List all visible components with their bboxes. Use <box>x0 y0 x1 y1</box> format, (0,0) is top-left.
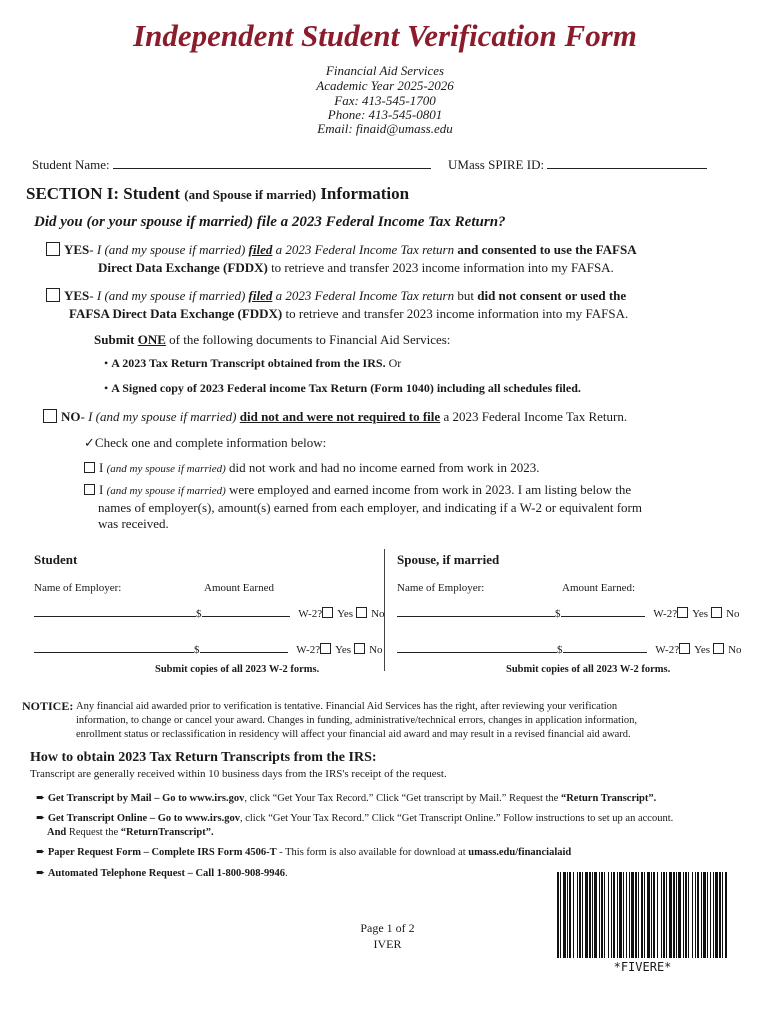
method-paper <box>36 845 571 858</box>
header-email: Email: finaid@umass.edu <box>317 121 453 136</box>
option-no <box>43 409 627 425</box>
opt1-line2-rest: to retrieve and transfer 2023 income information into my FAFSA. <box>267 260 614 275</box>
worked-checkbox[interactable] <box>84 484 95 495</box>
spouse-employer-label: Name of Employer: <box>397 582 485 594</box>
student-row-2 <box>34 642 383 656</box>
barcode-bar <box>641 872 643 958</box>
barcode-bar <box>701 872 702 958</box>
notice-text <box>76 700 637 742</box>
barcode-bar <box>629 872 630 958</box>
opt3-bold: did not and were not required to file <box>239 409 441 424</box>
barcode-bar <box>626 872 627 958</box>
notice-line-2: information, to change or cancel your award. Changes in funding, administrative/technical errors, changes in application information, <box>76 715 637 726</box>
student-employer-label: Name of Employer: <box>34 582 122 594</box>
worked-line3: was received. <box>98 516 169 531</box>
student-name-row <box>32 156 431 173</box>
student-w2-no-1[interactable] <box>356 607 367 618</box>
barcode-bar <box>719 872 721 958</box>
no-label: No <box>369 644 383 656</box>
opt2-italic-a: I (and my spouse if married) <box>96 288 249 303</box>
barcode-bar <box>599 872 600 958</box>
opt2-dash: - <box>89 288 97 303</box>
spire-row <box>448 156 707 173</box>
barcode-bar <box>657 872 658 958</box>
barcode-bar <box>683 872 684 958</box>
m1-bold[interactable]: Get Transcript by Mail – Go to www.irs.gov <box>47 793 245 804</box>
spire-label: UMass SPIRE ID: <box>448 157 545 172</box>
opt2-line2-rest: to retrieve and transfer 2023 income information into my FAFSA. <box>282 306 629 321</box>
student-employer-field-1[interactable] <box>34 606 196 617</box>
barcode-bar <box>638 872 639 958</box>
yes-consented-checkbox[interactable] <box>46 242 60 256</box>
bullet1-or: Or <box>385 356 402 370</box>
barcode-bar <box>577 872 578 958</box>
student-employer-field-2[interactable] <box>34 642 194 653</box>
barcode-bar <box>619 872 622 958</box>
opt3-rest: a 2023 Federal Income Tax Return. <box>440 409 628 424</box>
student-w2-no-2[interactable] <box>354 643 365 654</box>
opt1-filed: filed <box>248 242 273 257</box>
m2-rest: , click “Get Your Tax Record.” Click “Get Transcript Online.” Follow instructions to set up an account. <box>239 813 674 824</box>
bullet2-text: A Signed copy of 2023 Federal income Tax Return (Form 1040) including all schedules filed. <box>111 381 581 395</box>
arrow-right-icon: ➨ <box>36 867 46 879</box>
spouse-employer-field-1[interactable] <box>397 606 555 617</box>
no-label: No <box>728 644 742 656</box>
dollar-sign: $ <box>555 608 561 620</box>
yes-label: Yes <box>337 608 354 620</box>
barcode-bar <box>557 872 559 958</box>
submit-a: Submit <box>94 332 138 347</box>
bullet1-text: A 2023 Tax Return Transcript obtained from the IRS. <box>111 356 386 370</box>
no-label: No <box>371 608 385 620</box>
form-title: Independent Student Verification Form <box>133 18 637 53</box>
opt1-yes: YES <box>64 242 90 257</box>
barcode-bar <box>644 872 645 958</box>
how-title: How to obtain 2023 Tax Return Transcripts from the IRS: <box>30 750 377 765</box>
barcode-bar <box>604 872 605 958</box>
student-w2-yes-1[interactable] <box>322 607 333 618</box>
barcode-text: *FIVERE* <box>613 960 672 974</box>
header-phone: Phone: 413-545-0801 <box>327 107 443 122</box>
student-w2-yes-2[interactable] <box>320 643 331 654</box>
worked-line2: names of employer(s), amount(s) earned from each employer, and indicating if a W-2 or equivalent form <box>98 499 642 515</box>
spouse-employer-field-2[interactable] <box>397 642 557 653</box>
barcode-bar <box>601 872 603 958</box>
opt1-line2-bold: Direct Data Exchange (FDDX) <box>98 260 268 275</box>
tax-question: Did you (or your spouse if married) file a 2023 Federal Income Tax Return? <box>34 214 506 230</box>
barcode-bar <box>661 872 662 958</box>
barcode-bar <box>647 872 650 958</box>
barcode-bar <box>563 872 566 958</box>
barcode-bar <box>631 872 634 958</box>
student-submit-w2: Submit copies of all 2023 W-2 forms. <box>155 664 320 675</box>
barcode-bar <box>567 872 568 958</box>
spouse-w2-no-1[interactable] <box>711 607 722 618</box>
dollar-sign: $ <box>194 644 200 656</box>
worked-b: were employed and earned income from work in 2023. I am listing below the <box>225 482 632 497</box>
page-number: Page 1 of 2 <box>360 921 415 935</box>
spouse-w2-yes-1[interactable] <box>677 607 688 618</box>
m2-return: “ReturnTranscript”. <box>120 827 214 838</box>
dollar-sign: $ <box>557 644 563 656</box>
barcode-bar <box>722 872 723 958</box>
method-mail <box>36 791 656 804</box>
submit-b: of the following documents to Financial Aid Services: <box>165 332 451 347</box>
notice-line-1: Any financial aid awarded prior to verification is tentative. Financial Aid Services has the right, after reviewing your verification <box>76 701 618 712</box>
barcode-bar <box>608 872 609 958</box>
barcode-bar <box>666 872 667 958</box>
w2-label: W-2? <box>653 608 678 620</box>
student-name-field[interactable] <box>113 156 431 169</box>
notice-line-3: enrollment status or reclassification in residency will affect your financial aid award and may result in a revised financial aid award. <box>76 729 631 740</box>
barcode-bar <box>579 872 581 958</box>
student-amount-field-2[interactable] <box>200 642 288 653</box>
barcode-bar <box>653 872 655 958</box>
barcode-bar <box>617 872 618 958</box>
spouse-heading: Spouse, if married <box>397 552 500 567</box>
yes-not-consented-checkbox[interactable] <box>46 288 60 302</box>
barcode-bar <box>592 872 593 958</box>
opt2-but: but <box>454 288 478 303</box>
worked-i: (and my spouse if married) <box>106 485 226 497</box>
student-name-label: Student Name: <box>32 157 110 172</box>
section1-heading <box>26 184 409 204</box>
arrow-right-icon: ➨ <box>36 792 46 804</box>
barcode-bar <box>692 872 693 958</box>
barcode-bar <box>651 872 652 958</box>
opt1-italic-a: I (and my spouse if married) <box>96 242 249 257</box>
opt2-bold: did not consent or used the <box>477 288 627 303</box>
barcode-bar <box>594 872 597 958</box>
barcode-bar <box>635 872 637 958</box>
barcode-bar <box>573 872 574 958</box>
barcode-bar <box>725 872 727 958</box>
section1-title: SECTION I: Student <box>26 184 185 203</box>
barcode-bar <box>585 872 588 958</box>
form-code: IVER <box>373 937 402 951</box>
barcode-bar <box>569 872 571 958</box>
barcode <box>555 872 730 958</box>
barcode-bar <box>710 872 711 958</box>
barcode-bar <box>560 872 561 958</box>
m4-bold: Automated Telephone Request – Call 1-800-908-9946 <box>47 868 285 879</box>
barcode-bar <box>676 872 677 958</box>
barcode-bar <box>613 872 615 958</box>
m3-bold: Paper Request Form – Complete IRS Form 4506-T <box>47 847 277 858</box>
m3-rest: - This form is also available for download at <box>276 847 469 858</box>
submit-one: ONE <box>137 332 166 347</box>
spouse-row-1 <box>397 606 740 620</box>
opt2-italic-b: a 2023 Federal Income Tax return <box>272 288 455 303</box>
no-work-checkbox[interactable] <box>84 462 95 473</box>
how-sub: Transcript are generally received within 10 business days from the IRS's receipt of the request. <box>30 768 447 780</box>
m2-request: Request the <box>66 827 121 838</box>
barcode-bar <box>582 872 583 958</box>
barcode-bar <box>589 872 591 958</box>
student-heading: Student <box>34 552 78 567</box>
spire-id-field[interactable] <box>547 156 707 169</box>
section1-title-end: Information <box>316 184 410 203</box>
m1-rest: , click “Get Your Tax Record.” Click “Get transcript by Mail.” Request the <box>244 793 561 804</box>
submit-bullet-1: • A 2023 Tax Return Transcript obtained from the IRS. Or <box>104 356 402 370</box>
barcode-bar <box>663 872 665 958</box>
barcode-bar <box>715 872 718 958</box>
student-row-1 <box>34 606 385 620</box>
no-work-a: I <box>99 460 107 475</box>
opt2-yes: YES <box>64 288 90 303</box>
opt3-italic: I (and my spouse if married) <box>88 409 240 424</box>
arrow-right-icon: ➨ <box>36 846 46 858</box>
check-one-line: ✓Check one and complete information below: <box>84 435 327 450</box>
spouse-amount-field-2[interactable] <box>563 642 647 653</box>
opt2-filed: filed <box>248 288 273 303</box>
opt1-italic-b: a 2023 Federal Income Tax return <box>272 242 455 257</box>
no-label: No <box>726 608 740 620</box>
m4-end: . <box>284 868 288 879</box>
no-checkbox[interactable] <box>43 409 57 423</box>
opt3-no: NO <box>61 409 81 424</box>
barcode-bar <box>695 872 696 958</box>
section1-sub: (and Spouse if married) <box>184 187 317 202</box>
option-yes-not-consented <box>46 287 628 323</box>
method-online <box>36 811 673 840</box>
worked-option <box>84 482 642 533</box>
opt2-line2-bold: FAFSA Direct Data Exchange (FDDX) <box>69 306 283 321</box>
barcode-bar <box>669 872 672 958</box>
spouse-submit-w2: Submit copies of all 2023 W-2 forms. <box>506 664 671 675</box>
opt1-dash: - <box>89 242 97 257</box>
opt3-dash: - <box>80 409 89 424</box>
header-fax: Fax: 413-545-1700 <box>334 93 436 108</box>
spouse-amount-label: Amount Earned: <box>562 582 636 594</box>
dollar-sign: $ <box>196 608 202 620</box>
submit-one-line <box>94 332 450 348</box>
barcode-bar <box>673 872 675 958</box>
notice-label: NOTICE: <box>22 699 74 713</box>
spouse-w2-no-2[interactable] <box>713 643 724 654</box>
student-amount-label: Amount Earned <box>204 582 274 594</box>
option-yes-consented <box>46 241 637 277</box>
spouse-w2-yes-2[interactable] <box>679 643 690 654</box>
worked-a: I <box>99 482 107 497</box>
arrow-right-icon: ➨ <box>36 812 46 824</box>
m2-and: And <box>47 827 67 838</box>
student-amount-field-1[interactable] <box>202 606 290 617</box>
yes-label: Yes <box>692 608 709 620</box>
spouse-amount-field-1[interactable] <box>561 606 645 617</box>
yes-label: Yes <box>335 644 352 656</box>
no-work-i: (and my spouse if married) <box>106 463 226 475</box>
m1-end: “Return Transcript”. <box>560 793 657 804</box>
w2-label: W-2? <box>296 644 321 656</box>
barcode-bar <box>688 872 689 958</box>
opt1-bold: and consented to use the FAFSA <box>454 242 637 257</box>
header-office: Financial Aid Services <box>325 63 445 78</box>
method-phone <box>36 866 288 879</box>
header-year: Academic Year 2025-2026 <box>316 78 454 93</box>
barcode-bar <box>713 872 714 958</box>
barcode-bar <box>707 872 708 958</box>
barcode-bar <box>697 872 699 958</box>
barcode-bar <box>623 872 624 958</box>
submit-bullet-2: • A Signed copy of 2023 Federal income Tax Return (Form 1040) including all schedules filed. <box>104 381 581 395</box>
barcode-bar <box>678 872 681 958</box>
m2-bold[interactable]: Get Transcript Online – Go to www.irs.gov <box>47 813 240 824</box>
barcode-bar <box>611 872 612 958</box>
m3-link[interactable]: umass.edu/financialaid <box>468 847 572 858</box>
w2-label: W-2? <box>655 644 680 656</box>
barcode-bar <box>703 872 706 958</box>
no-work-option <box>84 460 539 476</box>
spouse-row-2 <box>397 642 742 656</box>
w2-label: W-2? <box>298 608 323 620</box>
barcode-bar <box>685 872 687 958</box>
no-work-b: did not work and had no income earned from work in 2023. <box>225 460 540 475</box>
yes-label: Yes <box>694 644 711 656</box>
